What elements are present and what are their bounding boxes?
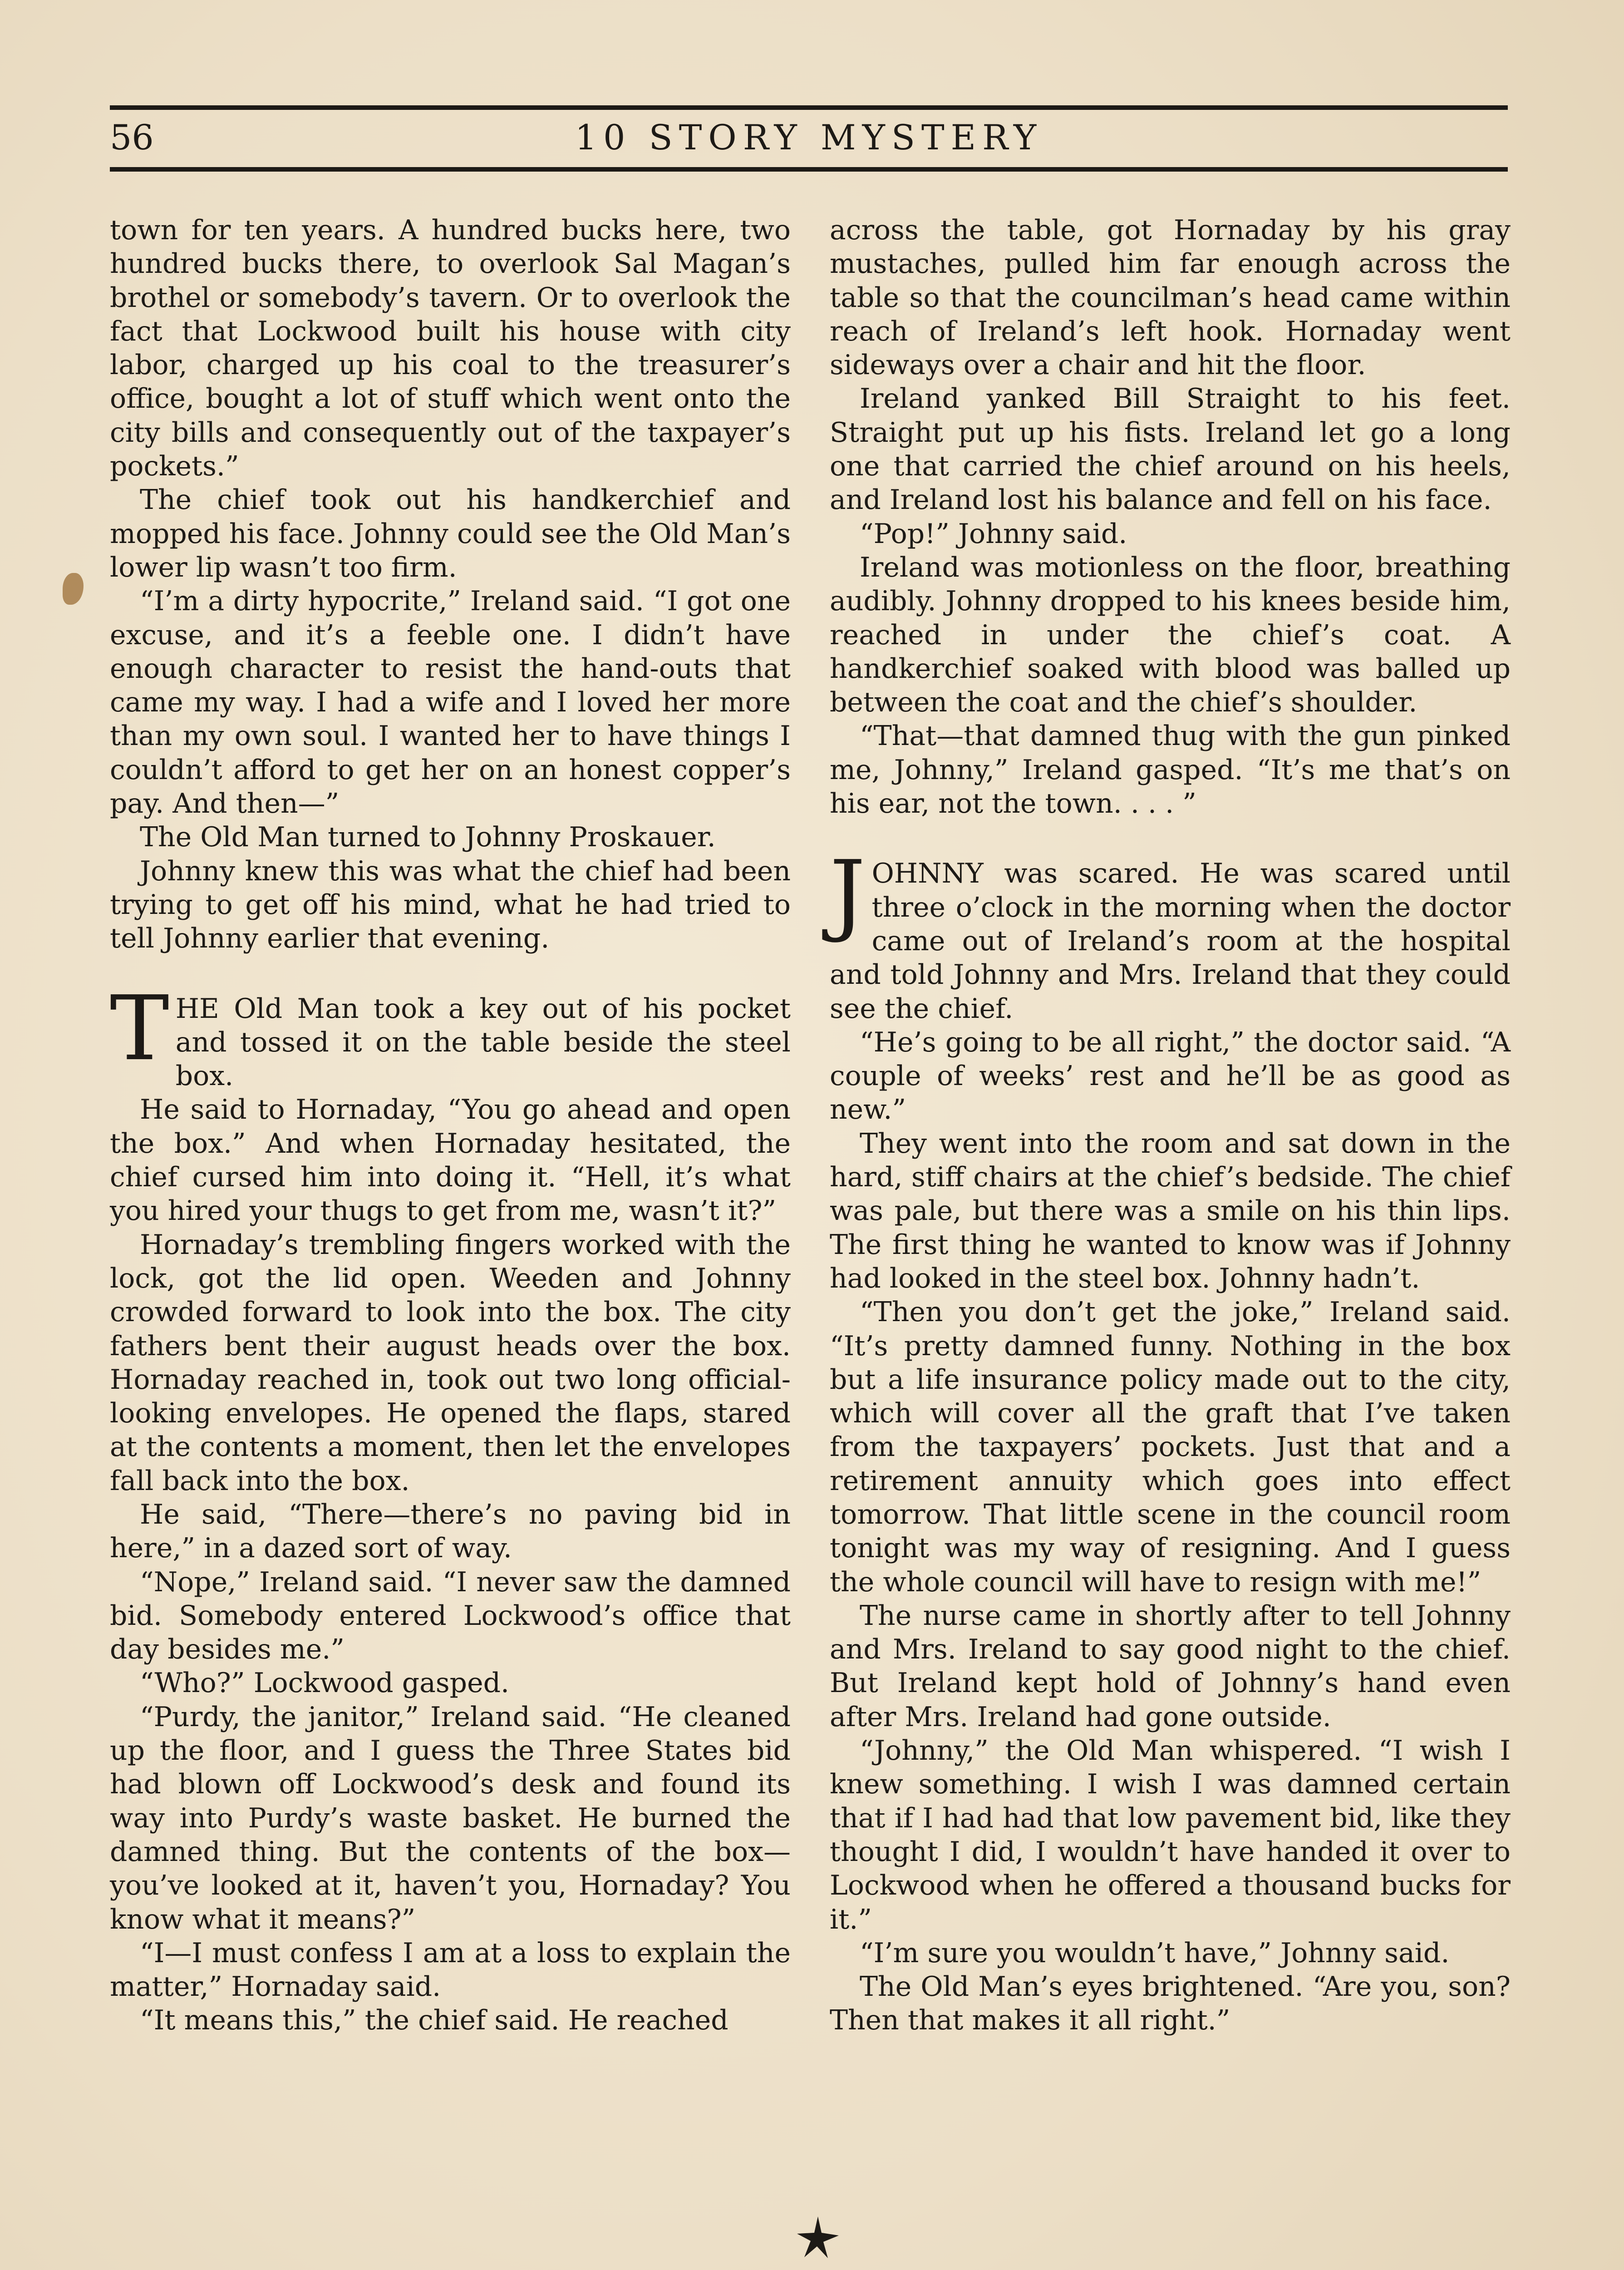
- drop-cap: J: [830, 842, 866, 946]
- paragraph: They went into the room and sat down in the hard, stiff chairs at the chief’s bedside. The chief was pale, but there was a smile on his thin lips. The first thing he wanted to know was if Johnny had looked in the steel box. Johnny hadn’t.: [830, 1127, 1511, 1294]
- paragraph: “That—that damned thug with the gun pinked me, Johnny,” Ireland gasped. “It’s me that’s on his ear, not the town. . . . ”: [830, 720, 1511, 820]
- paragraph: across the table, got Hornaday by his gray mustaches, pulled him far enough across the table so that the councilman’s head came within reach of Ireland’s left hook. Hornaday went sideways over a chair and hit the floor.: [830, 214, 1511, 381]
- left-column: [110, 213, 791, 2038]
- paragraph: Johnny knew this was what the chief had been trying to get off his mind, what he had tried to tell Johnny earlier that evening.: [110, 855, 791, 955]
- paragraph: “I’m a dirty hypocrite,” Ireland said. “I got one excuse, and it’s a feeble one. I didn’t have enough character to resist the hand-outs that came my way. I had a wife and I loved her more than my own soul. I wanted her to have things I couldn’t afford to get her on an honest copper’s pay. And then—”: [110, 585, 791, 820]
- drop-cap: T: [110, 977, 169, 1081]
- section-paragraph: [110, 977, 791, 1093]
- paragraph: The Old Man’s eyes brightened. “Are you, son? Then that makes it all right.”: [830, 1971, 1511, 2037]
- paragraph: “Then you don’t get the joke,” Ireland said. “It’s pretty damned funny. Nothing in the box but a life insurance policy made out to the city, which will cover all the graft that I’ve taken from the taxpayers’ pockets. Just that and a retirement annuity which goes into effect tomorrow. That little scene in the council room tonight was my way of resigning. And I guess the whole council will have to resign with me!”: [830, 1296, 1511, 1598]
- star-ornament-icon: [795, 2215, 841, 2260]
- paragraph: “Pop!” Johnny said.: [860, 518, 1127, 550]
- paragraph: “Nope,” Ireland said. “I never saw the damned bid. Somebody entered Lockwood’s office that day besides me.”: [110, 1566, 791, 1666]
- paragraph: “I—I must confess I am at a loss to explain the matter,” Hornaday said.: [110, 1937, 791, 2003]
- paragraph: The nurse came in shortly after to tell Johnny and Mrs. Ireland to say good night to the chief. But Ireland kept hold of Johnny’s hand even after Mrs. Ireland had gone outside.: [830, 1599, 1511, 1733]
- paragraph: Ireland was motionless on the floor, breathing audibly. Johnny dropped to his knees beside him, reached in under the chief’s coat. A handkerchief soaked with blood was balled up between the coat and the chief’s shoulder.: [830, 551, 1511, 719]
- section-paragraph: [830, 842, 1511, 1025]
- header-rule-top: [110, 105, 1508, 110]
- paragraph: He said, “There—there’s no paving bid in here,” in a dazed sort of way.: [110, 1498, 791, 1564]
- paragraph: Ireland yanked Bill Straight to his feet. Straight put up his fists. Ireland let go a long one that carried the chief around on his heels, and Ireland lost his balance and fell on his face.: [830, 383, 1511, 516]
- header-rule-bottom: [110, 167, 1508, 172]
- paragraph: “I’m sure you wouldn’t have,” Johnny said.: [860, 1937, 1450, 1969]
- paragraph: “Purdy, the janitor,” Ireland said. “He cleaned up the floor, and I guess the Three States bid had blown off Lockwood’s desk and found its way into Purdy’s waste basket. He burned the damned thing. But the contents of the box—you’ve looked at it, haven’t you, Hornaday? You know what it means?”: [110, 1701, 791, 1935]
- page-number: 56: [110, 117, 154, 158]
- paragraph: Hornaday’s trembling fingers worked with the lock, got the lid open. Weeden and Johnny crowded forward to look into the box. The city fathers bent their august heads over the box. Hornaday reached in, took out two long official-looking envelopes. He opened the flaps, stared at the contents a moment, then let the envelopes fall back into the box.: [110, 1229, 791, 1497]
- paragraph: “Who?” Lockwood gasped.: [140, 1667, 510, 1699]
- paragraph: “He’s going to be all right,” the doctor said. “A couple of weeks’ rest and he’ll be as good as new.”: [830, 1026, 1511, 1126]
- paragraph: The chief took out his handkerchief and mopped his face. Johnny could see the Old Man’s lower lip wasn’t too firm.: [110, 484, 791, 583]
- right-column: [830, 213, 1511, 2038]
- paragraph: “It means this,” the chief said. He reached: [140, 2004, 728, 2037]
- running-head: 10 STORY MYSTERY: [575, 117, 1043, 158]
- paragraph: The Old Man turned to Johnny Proskauer.: [140, 821, 716, 854]
- section-paragraph-text: OHNNY was scared. He was scared until three o’clock in the morning when the doctor came out of Ireland’s room at the hospital and told Johnny and Mrs. Ireland that they could see the chief.: [830, 858, 1511, 1025]
- paragraph: “Johnny,” the Old Man whispered. “I wish I knew something. I wish I was damned certain that if I had had that low pavement bid, like they thought I did, I wouldn’t have handed it over to Lockwood when he offered a thousand bucks for it.”: [830, 1735, 1511, 1935]
- paragraph: He said to Hornaday, “You go ahead and open the box.” And when Hornaday hesitated, the chief cursed him into doing it. “Hell, it’s what you hired your thugs to get from me, wasn’t it?”: [110, 1094, 791, 1227]
- section-paragraph-text: HE Old Man took a key out of his pocket and tossed it on the table beside the steel box.: [175, 992, 791, 1092]
- paragraph: town for ten years. A hundred bucks here, two hundred bucks there, to overlook Sal Magan’s brothel or somebody’s tavern. Or to overlook the fact that Lockwood built his house with city labor, charged up his coal to the treasurer’s office, bought a lot of stuff which went onto the city bills and consequently out of the taxpayer’s pockets.”: [110, 214, 791, 483]
